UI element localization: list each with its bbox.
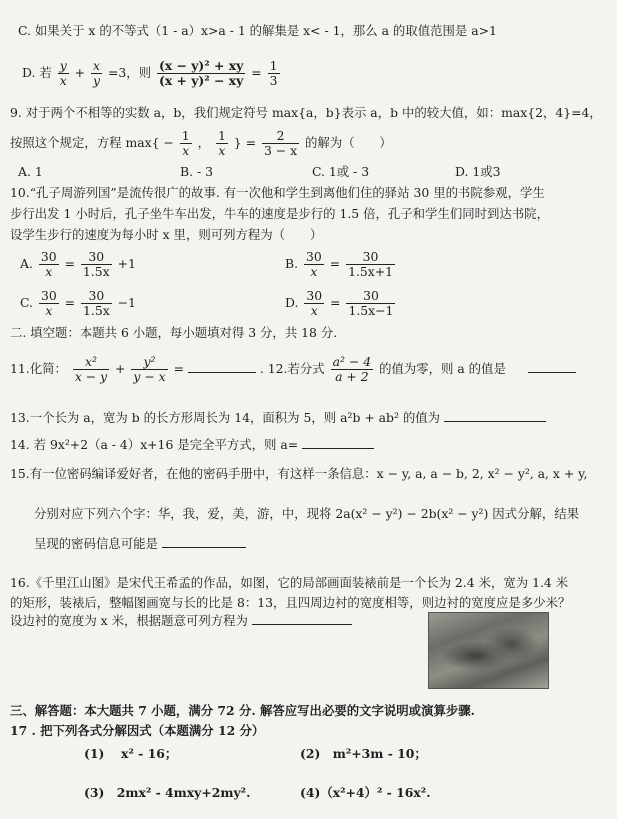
q9-suffix: 的解为（ ）: [305, 135, 392, 150]
q10b-left-frac: [304, 250, 324, 279]
q17-part-3: (3) 2mx² - 4mxy+2my².: [84, 785, 251, 800]
q10-option-c: [20, 285, 136, 321]
q9-fa-num: 1: [181, 128, 190, 143]
q9-line-1: 9. 对于两个不相等的实数 a，b，我们规定符号 max{a，b}表示 a，b 中的较大值，如：max{2，4}=4，: [10, 105, 602, 120]
q10b-label: B.: [285, 256, 299, 271]
q9-fa-den: x: [182, 143, 190, 158]
q11-eq: =: [173, 361, 184, 376]
q10d-ld: x: [310, 303, 318, 318]
q10a-left-frac: [39, 250, 59, 279]
q10-line-3: 设学生步行的速度为每小时 x 里，则可列方程为（ ）: [10, 227, 323, 242]
q8d-f4-num: 1: [269, 58, 278, 73]
q16-line-1: 16.《千里江山图》是宋代王希孟的作品，如图，它的局部画面装裱前是一个长为 2.4 米，宽为 1.4 米: [10, 575, 569, 590]
q16-line-3: [10, 612, 352, 630]
q10b-rn: 30: [346, 250, 395, 265]
q10d-eq: =: [330, 295, 341, 310]
q11-frac-2: [131, 355, 167, 384]
q10c-label: C.: [20, 295, 33, 310]
q10-option-b: [285, 246, 397, 282]
q17-title: 17 . 把下列各式分解因式（本题满分 12 分）: [10, 723, 265, 738]
q10c-ln: 30: [40, 288, 57, 303]
q12-fn: a² − 4: [332, 354, 372, 369]
q10c-left-frac: [39, 289, 59, 318]
q14-text: 14. 若 9x²+2（a - 4）x+16 是完全平方式，则 a=: [10, 437, 299, 452]
q8d-eq2: =: [251, 65, 262, 80]
q9-frac-a: [180, 129, 192, 158]
q9-fc-num: 2: [262, 129, 299, 144]
q10a-label: A.: [20, 256, 33, 271]
q10a-right-frac: [81, 250, 112, 279]
q11-prefix: 11.化简：: [10, 361, 67, 376]
q8-option-c: C. 如果关于 x 的不等式（1 - a）x>a - 1 的解集是 x< - 1，那么 a 的取值范围是 a>1: [18, 23, 497, 38]
q12-suffix: 的值为零，则 a 的值是: [379, 361, 506, 376]
q17-part-1: (1) x² - 16；: [84, 746, 178, 761]
q17-part-2: (2) m²+3m - 10；: [300, 746, 427, 761]
q9-frac-c: [262, 129, 299, 158]
q10-option-d: [285, 285, 397, 321]
q8d-fraction-4: [268, 59, 280, 88]
q10-line-1: 10.“孔子周游列国”是流传很广的故事. 有一次他和学生到离他们住的驿站 30 里的书院参观，学生: [10, 185, 545, 200]
q11-q12-line: [10, 350, 576, 388]
q14-line: [10, 436, 374, 454]
q9-fc-den: 3 − x: [263, 143, 298, 158]
q9-option-b: B. - 3: [180, 164, 213, 179]
q8d-f3-den: (x + y)² − xy: [158, 73, 244, 88]
q12-answer-blank[interactable]: [528, 372, 576, 373]
q15-line-3-text: 呈现的密码信息可能是: [34, 536, 158, 551]
q12-mid: . 12.若分式: [259, 361, 325, 376]
q10c-ld: x: [45, 303, 53, 318]
q10a-eq: =: [64, 256, 75, 271]
q10a-rd: 1.5x: [82, 264, 110, 279]
q10c-right-frac: [81, 289, 112, 318]
q10d-rd: 1.5x−1: [348, 303, 394, 318]
q9-option-a: A. 1: [18, 164, 43, 179]
q9-line-2: [10, 126, 392, 160]
q10a-tail: +1: [117, 256, 136, 271]
q10c-tail: −1: [117, 295, 136, 310]
q8d-f1-den: x: [59, 73, 67, 88]
q15-answer-blank[interactable]: [162, 547, 246, 548]
q11-f1n: x²: [73, 355, 109, 370]
q8d-f1-num: y: [59, 58, 67, 73]
q8d-f4-den: 3: [269, 73, 278, 88]
section-3-heading: 三、解答题：本大题共 7 小题，满分 72 分. 解答应写出必要的文字说明或演算步骤.: [10, 703, 475, 718]
q9-fb-num: 1: [217, 128, 226, 143]
q10a-ln: 30: [40, 249, 57, 264]
q8d-prefix: D. 若: [22, 65, 52, 80]
q10d-label: D.: [285, 295, 299, 310]
q10b-right-frac: [346, 250, 395, 279]
q8d-f2-den: y: [93, 73, 101, 88]
q15-line-2: 分别对应下列六个字：华，我，爱，美，游，中，现将 2a(x² − y²) − 2b(x² − y²) 因式分解，结果: [34, 506, 580, 521]
q16-line-3-text: 设边衬的宽度为 x 米，根据题意可列方程为: [10, 613, 248, 628]
q9-option-c: C. 1或 - 3: [312, 164, 370, 179]
q15-line-1: 15.有一位密码编译爱好者，在他的密码手册中，有这样一条信息：x − y, a, a − b, 2, x² − y², a, x + y,: [10, 466, 588, 481]
q13-line: [10, 409, 546, 427]
painting-mountain-2: [484, 627, 539, 662]
q15-line-3: [34, 535, 246, 553]
q10b-eq: =: [329, 256, 341, 271]
q9-mid: } =: [233, 135, 256, 150]
q10-option-a: [20, 246, 136, 282]
section-2-heading: 二. 填空题：本题共 6 小题，每小题填对得 3 分，共 18 分.: [10, 325, 338, 340]
q8-option-d: [22, 56, 282, 90]
q10d-left-frac: [304, 289, 324, 318]
q13-answer-blank[interactable]: [444, 421, 546, 422]
q12-frac: [331, 355, 374, 384]
q10b-ln: 30: [306, 249, 322, 264]
q11-frac-1: [73, 355, 109, 384]
q11-f2d: y − x: [133, 369, 166, 384]
q9-frac-b: [216, 129, 228, 158]
q11-answer-blank[interactable]: [188, 372, 256, 373]
q13-text: 13.一个长为 a，宽为 b 的长方形周长为 14，面积为 5，则 a²b + ab² 的值为: [10, 410, 441, 425]
q10a-rn: 30: [81, 250, 112, 265]
q10d-right-frac: [346, 289, 395, 318]
q16-line-2: 的矩形，装裱后，整幅图画宽与长的比是 8：13，且四周边衬的宽度相等，则边衬的宽度应是多少米？: [10, 595, 571, 610]
q8d-f2-num: x: [93, 58, 101, 73]
q11-plus: +: [115, 361, 126, 376]
q17-part-4: (4)（x²+4）² - 16x².: [300, 785, 431, 800]
q8d-fraction-1: [58, 59, 69, 88]
q9-fb-den: x: [218, 143, 226, 158]
q8d-plus: +: [74, 65, 86, 80]
q8d-f3-num: (x − y)² + xy: [158, 58, 244, 73]
q16-answer-blank[interactable]: [252, 624, 352, 625]
q12-fd: a + 2: [335, 369, 369, 384]
q8d-fraction-3: [157, 59, 245, 88]
q11-f2n: y²: [131, 355, 167, 370]
q10a-ld: x: [45, 264, 53, 279]
q10b-rd: 1.5x+1: [348, 264, 394, 279]
q11-f1d: x − y: [74, 369, 108, 384]
q10d-ln: 30: [306, 288, 323, 303]
q10-line-2: 步行出发 1 小时后，孔子坐牛车出发，牛车的速度是步行的 1.5 倍，孔子和学生们同时到达书院，: [10, 206, 549, 221]
q9-comma: ，: [197, 135, 210, 150]
q10c-rn: 30: [81, 289, 112, 304]
painting-image: [428, 612, 549, 689]
q10c-eq: =: [64, 295, 76, 310]
q8d-eq: =3，则: [107, 65, 152, 80]
q14-answer-blank[interactable]: [302, 448, 374, 449]
q10c-rd: 1.5x: [83, 303, 110, 318]
q9-prefix: 按照这个规定，方程 max{ −: [10, 135, 174, 150]
q9-option-d: D. 1或3: [455, 164, 501, 179]
q10d-rn: 30: [346, 289, 395, 304]
q8d-fraction-2: [91, 59, 102, 88]
q10b-ld: x: [310, 264, 318, 279]
